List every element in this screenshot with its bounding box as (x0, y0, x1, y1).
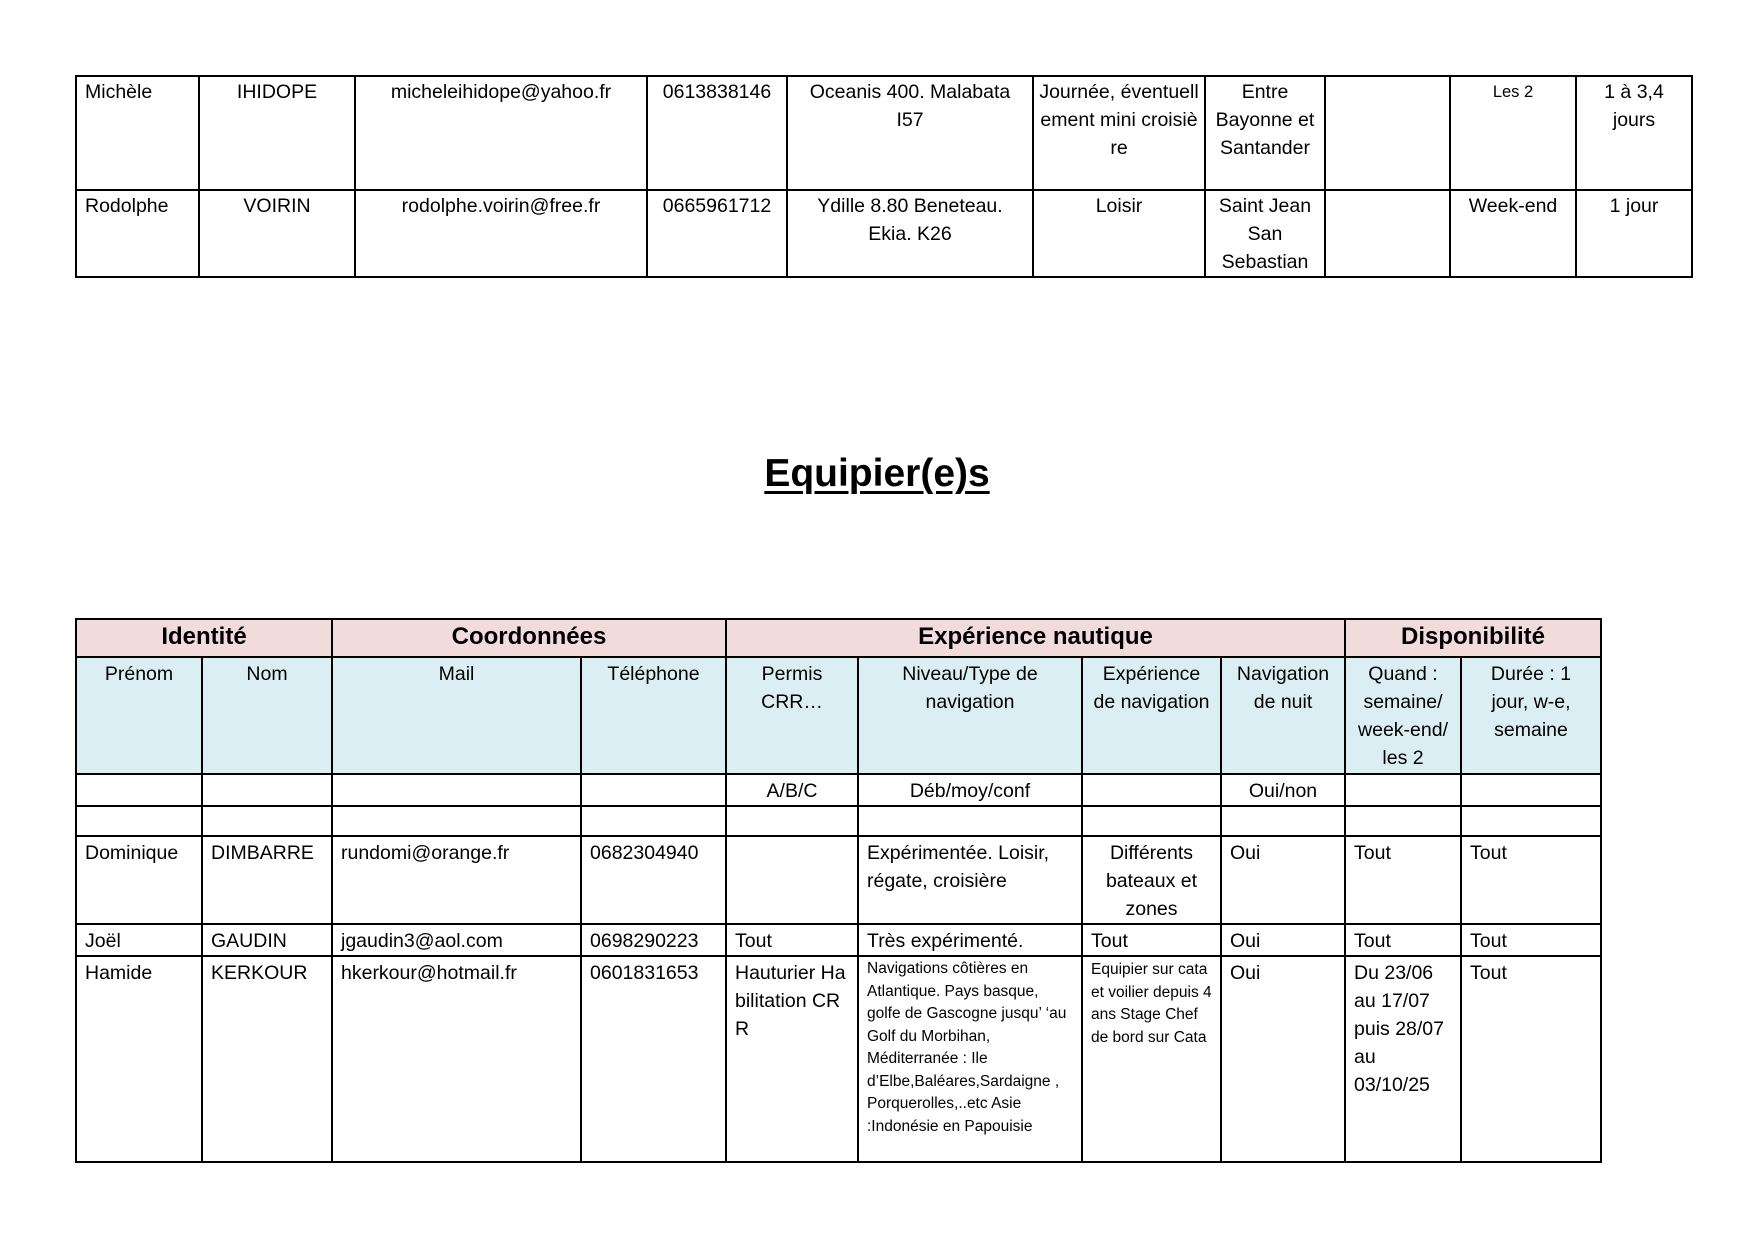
table-row (76, 956, 1601, 1162)
table-row (76, 836, 1601, 924)
cell-mail: rodolphe.voirin@free.fr (355, 190, 647, 277)
cell-prenom: Hamide (76, 956, 202, 1162)
crew-table (75, 618, 1602, 1163)
cell-mail: jgaudin3@aol.com (332, 924, 581, 956)
table-row (76, 76, 1692, 190)
blank-cell (858, 806, 1082, 836)
cell-nom: KERKOUR (202, 956, 332, 1162)
cell-mail: micheleihidope@yahoo.fr (355, 76, 647, 190)
cell-nom: GAUDIN (202, 924, 332, 956)
cell-telephone: 0682304940 (581, 836, 726, 924)
header-quand: Quand : semaine/ week-end/ les 2 (1345, 657, 1461, 774)
cell-experience-nav: Equipier sur cata et voilier depuis 4 ans Stage Chef de bord sur Cata (1082, 956, 1221, 1162)
cell-nom: DIMBARRE (202, 836, 332, 924)
cell-prenom: Michèle (76, 76, 199, 190)
cell-type: Journée, éventuellement mini croisière (1033, 76, 1205, 190)
header-niveau: Niveau/Type de navigation (858, 657, 1082, 774)
header-mail: Mail (332, 657, 581, 774)
cell-niveau: Expérimentée. Loisir, régate, croisière (858, 836, 1082, 924)
header-nom: Nom (202, 657, 332, 774)
cell-experience-nav: Différents bateaux et zones (1082, 836, 1221, 924)
header-telephone: Téléphone (581, 657, 726, 774)
hint-cell (1082, 774, 1221, 806)
cell-prenom: Joël (76, 924, 202, 956)
blank-cell (1345, 806, 1461, 836)
cell-bateau: Ydille 8.80 Beneteau. Ekia. K26 (787, 190, 1033, 277)
cell-experience-nav: Tout (1082, 924, 1221, 956)
cell-mail: rundomi@orange.fr (332, 836, 581, 924)
cell-niveau: Très expérimenté. (858, 924, 1082, 956)
cell-quand: Les 2 (1450, 76, 1576, 190)
cell-duree: Tout (1461, 924, 1601, 956)
blank-cell (1461, 806, 1601, 836)
blank-cell (1082, 806, 1221, 836)
group-header-row (76, 619, 1601, 657)
cell-duree: Tout (1461, 836, 1601, 924)
blank-row (76, 806, 1601, 836)
cell-duree: Tout (1461, 956, 1601, 1162)
cell-telephone: 0601831653 (581, 956, 726, 1162)
cell-duree: 1 jour (1576, 190, 1692, 277)
cell-nuit: Oui (1221, 956, 1345, 1162)
group-experience: Expérience nautique (726, 619, 1345, 657)
cell-prenom: Dominique (76, 836, 202, 924)
group-disponibilite: Disponibilité (1345, 619, 1601, 657)
hint-cell (581, 774, 726, 806)
blank-cell (202, 806, 332, 836)
cell-prenom: Rodolphe (76, 190, 199, 277)
blank-cell (726, 806, 858, 836)
cell-quand: Tout (1345, 836, 1461, 924)
table-row (76, 190, 1692, 277)
header-permis: Permis CRR… (726, 657, 858, 774)
blank-cell (1221, 806, 1345, 836)
cell-duree: 1 à 3,4 jours (1576, 76, 1692, 190)
cell-nom: VOIRIN (199, 190, 355, 277)
cell-permis: Tout (726, 924, 858, 956)
header-experience-nav: Expérience de navigation (1082, 657, 1221, 774)
group-identite: Identité (76, 619, 332, 657)
cell-telephone: 0613838146 (647, 76, 787, 190)
cell-mail: hkerkour@hotmail.fr (332, 956, 581, 1162)
cell-quand: Tout (1345, 924, 1461, 956)
section-title: Equipier(e)s (764, 452, 990, 495)
cell-vide (1325, 76, 1450, 190)
cell-type: Loisir (1033, 190, 1205, 277)
hint-cell (202, 774, 332, 806)
cell-telephone: 0698290223 (581, 924, 726, 956)
hint-cell (1461, 774, 1601, 806)
hint-niveau: Déb/moy/conf (858, 774, 1082, 806)
blank-cell (76, 806, 202, 836)
hint-cell (76, 774, 202, 806)
blank-cell (581, 806, 726, 836)
hint-row (76, 774, 1601, 806)
hint-permis: A/B/C (726, 774, 858, 806)
cell-permis: Hauturier Habilitation CRR (726, 956, 858, 1162)
hint-cell (1345, 774, 1461, 806)
cell-niveau: Navigations côtières en Atlantique. Pays basque, golfe de Gascogne jusqu’ ‘au Golf du Morbihan, Méditerranée : Ile d’Elbe,Baléares,Sardaigne , Porquerolles,..etc Asie :Indonésie en Papouisie (858, 956, 1082, 1162)
cell-quand: Week-end (1450, 190, 1576, 277)
header-duree: Durée : 1 jour, w-e, semaine (1461, 657, 1601, 774)
table-row (76, 924, 1601, 956)
cell-nuit: Oui (1221, 836, 1345, 924)
cell-permis (726, 836, 858, 924)
cell-zone: Entre Bayonne et Santander (1205, 76, 1325, 190)
cell-nom: IHIDOPE (199, 76, 355, 190)
hint-nuit: Oui/non (1221, 774, 1345, 806)
cell-nuit: Oui (1221, 924, 1345, 956)
cell-quand: Du 23/06 au 17/07 puis 28/07 au 03/10/25 (1345, 956, 1461, 1162)
cell-vide (1325, 190, 1450, 277)
cell-telephone: 0665961712 (647, 190, 787, 277)
cell-bateau: Oceanis 400. Malabata I57 (787, 76, 1033, 190)
column-header-row (76, 657, 1601, 774)
blank-cell (332, 806, 581, 836)
group-coordonnees: Coordonnées (332, 619, 726, 657)
skipper-table (75, 75, 1693, 278)
header-nuit: Navigation de nuit (1221, 657, 1345, 774)
cell-zone: Saint Jean San Sebastian (1205, 190, 1325, 277)
header-prenom: Prénom (76, 657, 202, 774)
hint-cell (332, 774, 581, 806)
